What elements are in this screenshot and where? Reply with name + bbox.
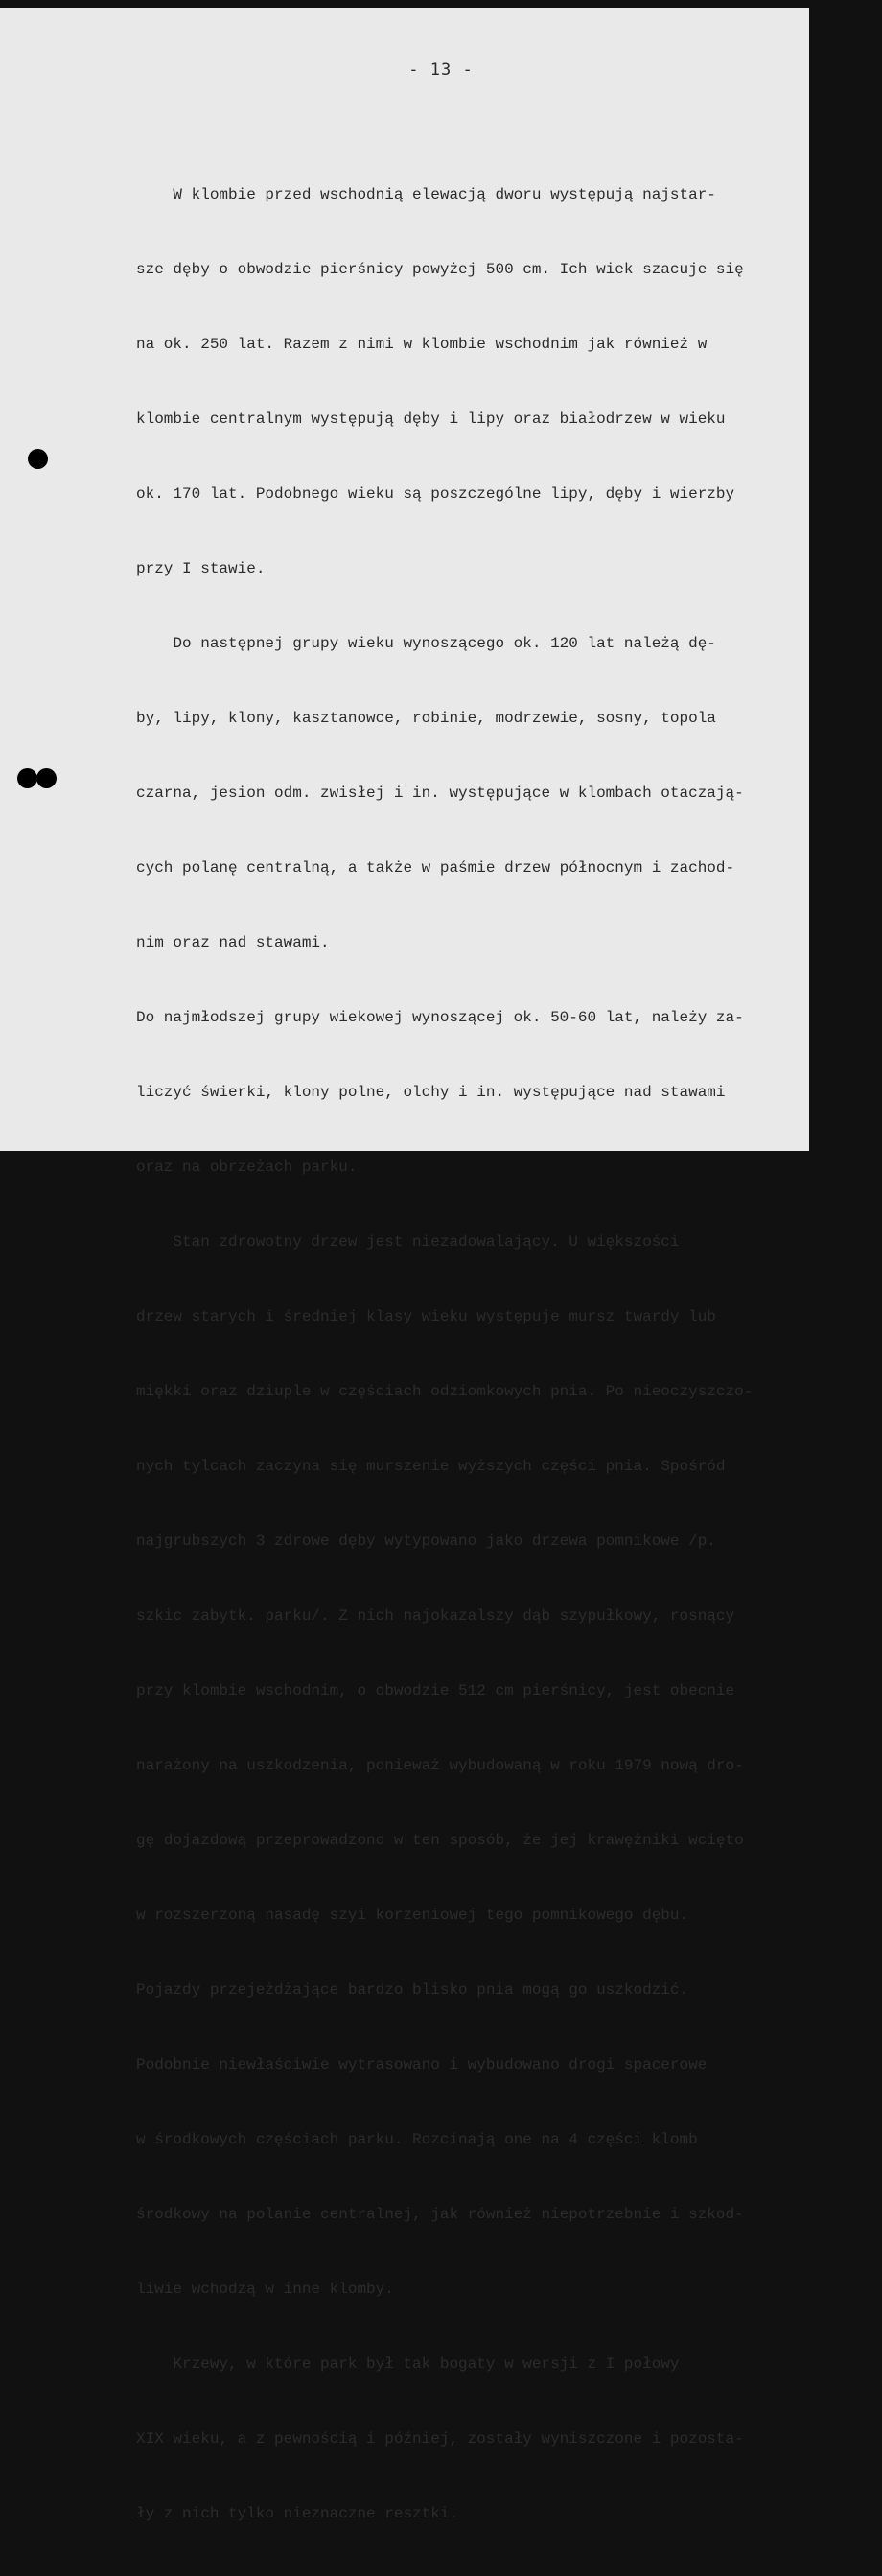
page-number: - 13 - [408, 60, 474, 80]
text-line: liczyć świerki, klony polne, olchy i in. występujące nad stawami [136, 1084, 726, 1101]
text-line: przy I stawie. [136, 560, 266, 577]
text-line: sze dęby o obwodzie pierśnicy powyżej 500 cm. Ich wiek szacuje się [136, 261, 744, 278]
text-line: Do najmłodszej grupy wiekowej wynoszącej ok. 50-60 lat, należy za- [136, 1009, 744, 1026]
document-page [0, 8, 809, 2522]
text-line: środkowy na polanie centralnej, jak również niepotrzebnie i szkod- [136, 2206, 744, 2223]
text-line: Podobnie niewłaściwie wytrasowano i wybudowano drogi spacerowe [136, 2056, 708, 2073]
text-line: Krzewy, w które park był tak bogaty w wersji z I połowy [136, 2355, 680, 2373]
text-line: ok. 170 lat. Podobnego wieku są poszczególne lipy, dęby i wierzby [136, 485, 735, 503]
punch-hole-mark [28, 449, 48, 469]
text-line: Do następnej grupy wieku wynoszącego ok. 120 lat należą dę- [136, 635, 716, 652]
text-line: W klombie przed wschodnią elewacją dworu występują najstar- [136, 186, 716, 203]
text-line: narażony na uszkodzenia, ponieważ wybudowaną w roku 1979 nową dro- [136, 1757, 744, 1774]
body-text [136, 132, 807, 2576]
text-line: miękki oraz dziuple w częściach odziomkowych pnia. Po nieoczyszczo- [136, 1383, 754, 1400]
text-line: szkic zabytk. parku/. Z nich najokazalszy dąb szypułkowy, rosnący [136, 1607, 735, 1625]
text-line: na ok. 250 lat. Razem z nimi w klombie wschodnim jak również w [136, 336, 708, 353]
text-line: w rozszerzoną nasadę szyi korzeniowej tego pomnikowego dębu. [136, 1907, 689, 1924]
text-line: najgrubszych 3 zdrowe dęby wytypowano jako drzewa pomnikowe /p. [136, 1533, 716, 1550]
text-line: drzew starych i średniej klasy wieku występuje mursz twardy lub [136, 1308, 716, 1325]
text-line: by, lipy, klony, kasztanowce, robinie, modrzewie, sosny, topola [136, 710, 716, 727]
text-line: klombie centralnym występują dęby i lipy oraz białodrzew w wieku [136, 410, 726, 428]
text-line: cych polanę centralną, a także w paśmie drzew północnym i zachod- [136, 859, 735, 877]
text-line: Pojazdy przejeżdżające bardzo blisko pnia mogą go uszkodzić. [136, 1981, 689, 1999]
text-line: czarna, jesion odm. zwisłej i in. występujące w klombach otaczają- [136, 785, 744, 802]
text-line: nych tylcach zaczyna się murszenie wyższych części pnia. Spośród [136, 1458, 726, 1475]
text-line: Stan zdrowotny drzew jest niezadowalający. U większości [136, 1233, 680, 1251]
text-line: w środkowych częściach parku. Rozcinają one na 4 części klomb [136, 2131, 698, 2148]
text-line: nim oraz nad stawami. [136, 934, 330, 951]
scan-edge [809, 0, 813, 1151]
text-line: oraz na obrzeżach parku. [136, 1159, 358, 1176]
text-line: przy klombie wschodnim, o obwodzie 512 cm pierśnicy, jest obecnie [136, 1682, 735, 1699]
text-line: gę dojazdową przeprowadzono w ten sposób, że jej krawężniki wcięto [136, 1832, 744, 1849]
text-line: ły z nich tylko nieznaczne resztki. [136, 2505, 459, 2522]
text-line: XIX wieku, a z pewnością i później, zostały wyniszczone i pozosta- [136, 2430, 744, 2447]
punch-hole-mark [17, 768, 37, 788]
punch-hole-mark [36, 768, 57, 788]
text-line: liwie wchodzą w inne klomby. [136, 2281, 394, 2298]
